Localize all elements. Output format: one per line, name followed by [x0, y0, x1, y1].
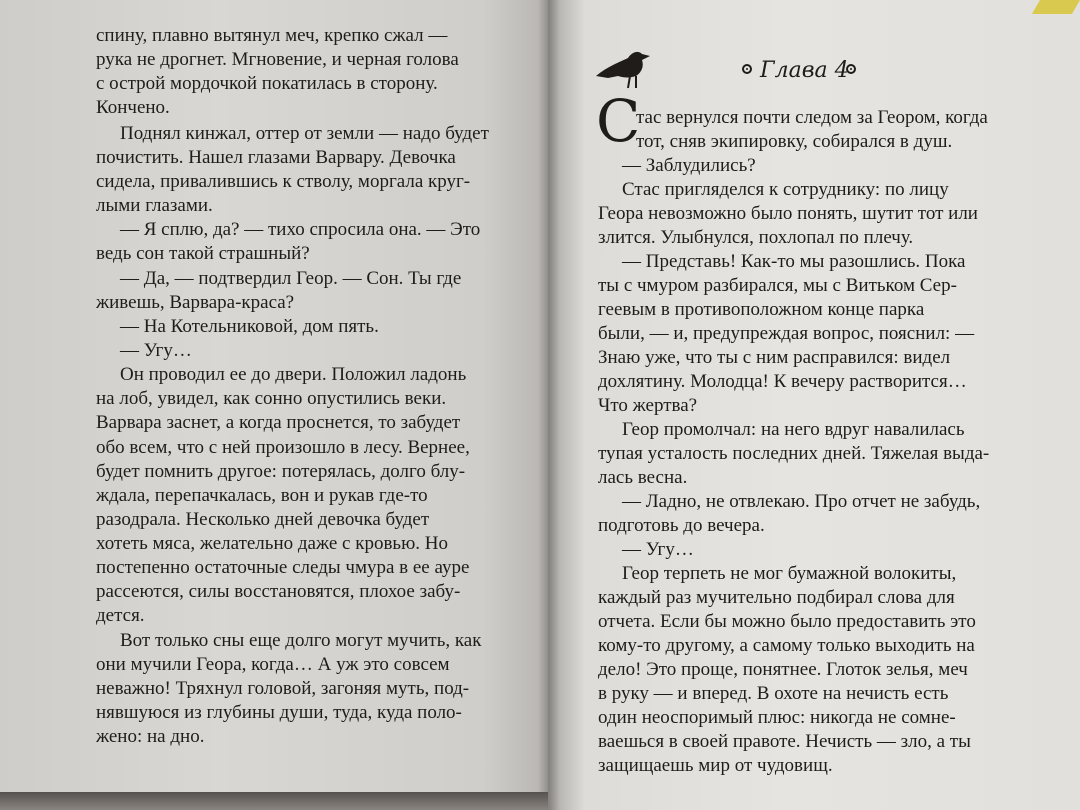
- text-line: Геор терпеть не мог бумажной волокиты,: [622, 563, 957, 584]
- text-line: постепенно остаточные следы чмура в ее ауре: [96, 557, 470, 578]
- text-line: — Да, — подтвердил Геор. — Сон. Ты где: [120, 268, 462, 289]
- text-line: лыми глазами.: [96, 195, 213, 216]
- text-line: спину, плавно вытянул меч, крепко сжал —: [96, 25, 448, 46]
- text-line: — Заблудились?: [622, 155, 756, 176]
- text-line: тот, сняв экипировку, собирался в душ.: [636, 131, 953, 152]
- chapter-title: Глава 4: [760, 58, 849, 83]
- text-line: Он проводил ее до двери. Положил ладонь: [120, 364, 467, 385]
- text-line: — Ладно, не отвлекаю. Про отчет не забудь,: [622, 491, 981, 512]
- text-line: Знаю уже, что ты с ним расправился: видел: [598, 347, 951, 368]
- text-line: почистить. Нашел глазами Варвару. Девочка: [96, 147, 456, 168]
- text-line: геевым в противоположном конце парка: [598, 299, 925, 320]
- text-line: — Я сплю, да? — тихо спросила она. — Это: [120, 219, 481, 240]
- text-line: защищаешь мир от чудовищ.: [598, 755, 833, 776]
- text-line: лась весна.: [598, 467, 688, 488]
- text-line: тупая усталость последних дней. Тяжелая выда-: [598, 443, 990, 464]
- text-line: в руку — и вперед. В охоте на нечисть есть: [598, 683, 949, 704]
- text-line: Поднял кинжал, оттер от земли — надо будет: [120, 123, 489, 144]
- text-line: дело! Это проще, понятнее. Глоток зелья, меч: [598, 659, 968, 680]
- book-gutter: [538, 0, 560, 810]
- text-line: дохлятину. Молодца! К вечеру растворится…: [598, 371, 967, 392]
- text-line: — Угу…: [622, 539, 694, 560]
- text-line: тас вернулся почти следом за Геором, когда: [636, 107, 988, 128]
- ornament-right-icon: [846, 64, 856, 74]
- text-line: рассеются, силы восстановятся, плохое забу-: [96, 581, 461, 602]
- text-line: дется.: [96, 605, 145, 626]
- text-line: каждый раз мучительно подбирал слова для: [598, 587, 955, 608]
- text-line: ты с чмуром разбирался, мы с Витьком Сер-: [598, 275, 957, 296]
- text-line: Геор промолчал: на него вдруг навалилась: [622, 419, 965, 440]
- text-line: Кончено.: [96, 97, 170, 118]
- text-line: Варвара заснет, а когда проснется, то забудет: [96, 412, 461, 433]
- text-line: ждала, перепачкалась, вон и рукав где-то: [96, 485, 428, 506]
- text-line: отчета. Если бы можно было предоставить это: [598, 611, 976, 632]
- text-line: неважно! Тряхнул головой, загоняя муть, под-: [96, 678, 470, 699]
- text-line: Вот только сны еще долго могут мучить, как: [120, 630, 482, 651]
- text-line: кому-то другому, а самому только выходить на: [598, 635, 975, 656]
- text-line: сидела, привалившись к стволу, моргала круг-: [96, 171, 471, 192]
- text-line: жено: на дно.: [96, 726, 205, 747]
- text-line: на лоб, увидел, как сонно опустились веки.: [96, 388, 447, 409]
- text-line: злится. Улыбнулся, похлопал по плечу.: [598, 227, 914, 248]
- drop-cap: С: [596, 87, 641, 155]
- text-line: будет помнить другое: потерялась, долго блу-: [96, 461, 466, 482]
- text-line: Геора невозможно было понять, шутит тот или: [598, 203, 978, 224]
- text-line: были, — и, предупреждая вопрос, пояснил: —: [598, 323, 975, 344]
- text-line: один неоспоримый плюс: никогда не сомне-: [598, 707, 956, 728]
- text-line: Что жертва?: [598, 395, 698, 416]
- yellow-corner: [1032, 0, 1080, 14]
- text-line: — Представь! Как-то мы разошлись. Пока: [622, 251, 966, 272]
- page-bottom-edge: [0, 792, 548, 810]
- text-line: ведь сон такой страшный?: [96, 243, 310, 264]
- text-line: хотеть мяса, желательно даже с кровью. Но: [96, 533, 449, 554]
- text-line: — Угу…: [120, 340, 192, 361]
- text-line: живешь, Варвара-краса?: [96, 292, 295, 313]
- text-line: нявшуюся из глубины души, туда, куда поло-: [96, 702, 462, 723]
- text-line: с острой мордочкой покатилась в сторону.: [96, 73, 438, 94]
- text-line: — На Котельниковой, дом пять.: [120, 316, 379, 337]
- text-line: они мучили Геора, когда… А уж это совсем: [96, 654, 450, 675]
- text-line: подготовь до вечера.: [598, 515, 765, 536]
- text-line: рука не дрогнет. Мгновение, и черная голова: [96, 49, 459, 70]
- text-line: обо всем, что с ней произошло в лесу. Вернее,: [96, 437, 470, 458]
- text-line: Стас пригляделся к сотруднику: по лицу: [622, 179, 949, 200]
- text-line: ваешься в своей правоте. Нечисть — зло, а ты: [598, 731, 971, 752]
- ornament-left-icon: [742, 64, 752, 74]
- text-line: разодрала. Несколько дней девочка будет: [96, 509, 430, 530]
